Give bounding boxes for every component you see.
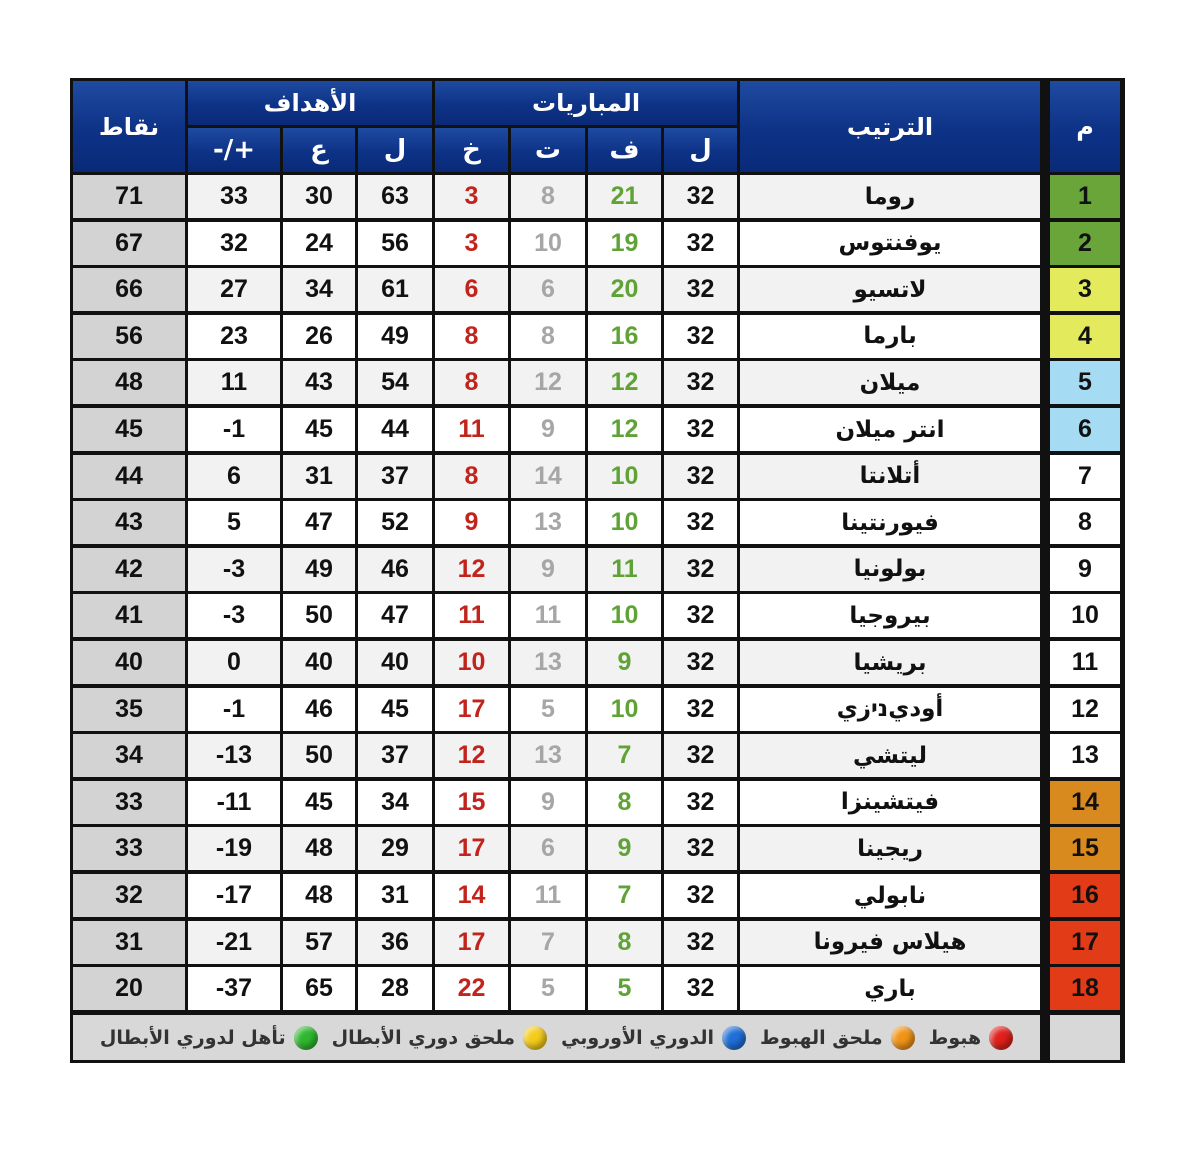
played-cell: 32	[664, 781, 737, 824]
drawn-cell: 14	[511, 455, 585, 498]
drawn-cell: 13	[511, 501, 585, 544]
goals-against-cell: 30	[283, 175, 355, 218]
lost-cell: 6	[435, 268, 508, 311]
points-cell: 45	[73, 408, 185, 451]
goals-against-cell: 45	[283, 781, 355, 824]
goal-diff-cell: 11	[188, 361, 280, 404]
goals-for-cell: 46	[358, 548, 432, 591]
goals-for-cell: 37	[358, 734, 432, 777]
goals-against-cell: 65	[283, 967, 355, 1010]
points-cell: 33	[73, 827, 185, 870]
goal-diff-cell: 23	[188, 315, 280, 358]
goal-diff-cell: -1	[188, 408, 280, 451]
goal-diff-cell: -37	[188, 967, 280, 1010]
won-cell: 19	[588, 222, 661, 265]
table-row	[73, 455, 1040, 498]
team-name-cell: انتر ميلان	[740, 408, 1040, 451]
goals-for-cell: 29	[358, 827, 432, 870]
lost-cell: 22	[435, 967, 508, 1010]
won-cell: 11	[588, 548, 661, 591]
lost-cell: 14	[435, 874, 508, 917]
points-cell: 32	[73, 874, 185, 917]
played-cell: 32	[664, 548, 737, 591]
drawn-cell: 5	[511, 967, 585, 1010]
goal-diff-cell: -17	[188, 874, 280, 917]
rank-cell: 16	[1050, 874, 1120, 917]
goals-against-cell: 31	[283, 455, 355, 498]
lost-cell: 11	[435, 594, 508, 637]
table-row	[73, 967, 1040, 1010]
goals-against-cell: 46	[283, 688, 355, 731]
points-cell: 56	[73, 315, 185, 358]
goal-diff-cell: -3	[188, 594, 280, 637]
won-cell: 7	[588, 734, 661, 777]
header-goals-for: ل	[358, 128, 432, 172]
rank-cell: 6	[1050, 408, 1120, 451]
played-cell: 32	[664, 455, 737, 498]
team-name-cell: أتلانتا	[740, 455, 1040, 498]
played-cell: 32	[664, 641, 737, 684]
drawn-cell: 9	[511, 548, 585, 591]
goal-diff-cell: -13	[188, 734, 280, 777]
team-name-cell: أوديניزي	[740, 688, 1040, 731]
goals-for-cell: 47	[358, 594, 432, 637]
table-row	[73, 641, 1040, 684]
played-cell: 32	[664, 268, 737, 311]
won-cell: 10	[588, 688, 661, 731]
legend-label: ملحق دوري الأبطال	[331, 1026, 516, 1049]
header-goal-diff: -/+	[188, 128, 280, 172]
lost-cell: 3	[435, 222, 508, 265]
drawn-cell: 11	[511, 594, 585, 637]
rank-cell: 3	[1050, 268, 1120, 311]
lost-cell: 9	[435, 501, 508, 544]
drawn-cell: 5	[511, 688, 585, 731]
played-cell: 32	[664, 688, 737, 731]
rank-cell: 18	[1050, 967, 1120, 1010]
goals-against-cell: 48	[283, 827, 355, 870]
header-lost: خ	[435, 128, 508, 172]
goal-diff-cell: 5	[188, 501, 280, 544]
lost-cell: 8	[435, 455, 508, 498]
header-rank: م	[1050, 81, 1120, 172]
goal-diff-cell: 6	[188, 455, 280, 498]
team-name-cell: ميلان	[740, 361, 1040, 404]
rank-cell: 12	[1050, 688, 1120, 731]
header-drawn: ت	[511, 128, 585, 172]
goal-diff-cell: -21	[188, 921, 280, 964]
drawn-cell: 6	[511, 827, 585, 870]
legend-label: هبوط	[928, 1026, 982, 1049]
played-cell: 32	[664, 874, 737, 917]
goal-diff-cell: -11	[188, 781, 280, 824]
goals-against-cell: 50	[283, 734, 355, 777]
played-cell: 32	[664, 408, 737, 451]
lost-cell: 17	[435, 827, 508, 870]
legend-item	[561, 1026, 746, 1050]
legend-label: تأهل لدوري الأبطال	[99, 1026, 286, 1049]
lost-cell: 8	[435, 315, 508, 358]
goals-for-cell: 37	[358, 455, 432, 498]
goals-for-cell: 36	[358, 921, 432, 964]
goals-for-cell: 45	[358, 688, 432, 731]
team-name-cell: ليتشي	[740, 734, 1040, 777]
team-name-cell: هيلاس فيرونا	[740, 921, 1040, 964]
goal-diff-cell: 0	[188, 641, 280, 684]
goals-against-cell: 47	[283, 501, 355, 544]
goals-for-cell: 49	[358, 315, 432, 358]
lost-cell: 3	[435, 175, 508, 218]
lost-cell: 8	[435, 361, 508, 404]
rank-cell: 17	[1050, 921, 1120, 964]
played-cell: 32	[664, 315, 737, 358]
lost-cell: 12	[435, 548, 508, 591]
points-cell: 35	[73, 688, 185, 731]
points-cell: 67	[73, 222, 185, 265]
header-goals-group: الأهداف	[188, 81, 432, 125]
rank-cell: 14	[1050, 781, 1120, 824]
table-row	[73, 781, 1040, 824]
blue-dot-icon	[722, 1026, 746, 1050]
legend-item	[332, 1026, 547, 1050]
goals-for-cell: 52	[358, 501, 432, 544]
table-row	[73, 548, 1040, 591]
team-name-cell: فيتشينزا	[740, 781, 1040, 824]
table-row	[73, 921, 1040, 964]
won-cell: 5	[588, 967, 661, 1010]
legend-label: ملحق الهبوط	[760, 1026, 883, 1049]
won-cell: 20	[588, 268, 661, 311]
table-row	[73, 827, 1040, 870]
played-cell: 32	[664, 175, 737, 218]
played-cell: 32	[664, 827, 737, 870]
lost-cell: 10	[435, 641, 508, 684]
rank-cell: 10	[1050, 594, 1120, 637]
drawn-cell: 8	[511, 175, 585, 218]
table-row	[73, 874, 1040, 917]
table-row	[73, 594, 1040, 637]
lost-cell: 11	[435, 408, 508, 451]
legend-item	[100, 1026, 318, 1050]
green-dot-icon	[294, 1026, 318, 1050]
points-cell: 41	[73, 594, 185, 637]
team-name-cell: فيورنتينا	[740, 501, 1040, 544]
goals-against-cell: 26	[283, 315, 355, 358]
goals-against-cell: 50	[283, 594, 355, 637]
header-won: ف	[588, 128, 661, 172]
won-cell: 16	[588, 315, 661, 358]
goal-diff-cell: 33	[188, 175, 280, 218]
goals-for-cell: 40	[358, 641, 432, 684]
team-name-cell: بريشيا	[740, 641, 1040, 684]
team-name-cell: ريجينا	[740, 827, 1040, 870]
points-cell: 20	[73, 967, 185, 1010]
red-dot-icon	[989, 1026, 1013, 1050]
played-cell: 32	[664, 594, 737, 637]
yellow-dot-icon	[523, 1026, 547, 1050]
lost-cell: 12	[435, 734, 508, 777]
goals-against-cell: 34	[283, 268, 355, 311]
drawn-cell: 12	[511, 361, 585, 404]
goals-against-cell: 43	[283, 361, 355, 404]
goals-for-cell: 61	[358, 268, 432, 311]
drawn-cell: 10	[511, 222, 585, 265]
team-name-cell: باري	[740, 967, 1040, 1010]
drawn-cell: 7	[511, 921, 585, 964]
rank-cell: 4	[1050, 315, 1120, 358]
rank-legend-spacer	[1050, 1015, 1120, 1060]
points-cell: 43	[73, 501, 185, 544]
points-cell: 34	[73, 734, 185, 777]
header-played: ل	[664, 128, 737, 172]
points-cell: 31	[73, 921, 185, 964]
won-cell: 8	[588, 781, 661, 824]
goals-against-cell: 57	[283, 921, 355, 964]
team-name-cell: نابولي	[740, 874, 1040, 917]
goal-diff-cell: 32	[188, 222, 280, 265]
team-name-cell: بيروجيا	[740, 594, 1040, 637]
goal-diff-cell: -19	[188, 827, 280, 870]
table-row	[73, 315, 1040, 358]
won-cell: 7	[588, 874, 661, 917]
legend-bar	[73, 1015, 1040, 1060]
orange-dot-icon	[891, 1026, 915, 1050]
played-cell: 32	[664, 734, 737, 777]
won-cell: 10	[588, 594, 661, 637]
goals-against-cell: 40	[283, 641, 355, 684]
won-cell: 9	[588, 827, 661, 870]
header-points: نقاط	[73, 81, 185, 172]
goals-for-cell: 54	[358, 361, 432, 404]
goal-diff-cell: -3	[188, 548, 280, 591]
rank-cell: 9	[1050, 548, 1120, 591]
points-cell: 40	[73, 641, 185, 684]
won-cell: 21	[588, 175, 661, 218]
won-cell: 8	[588, 921, 661, 964]
goals-against-cell: 48	[283, 874, 355, 917]
team-name-cell: لاتسيو	[740, 268, 1040, 311]
rank-column	[1045, 78, 1125, 1063]
played-cell: 32	[664, 361, 737, 404]
played-cell: 32	[664, 967, 737, 1010]
rank-cell: 2	[1050, 222, 1120, 265]
points-cell: 42	[73, 548, 185, 591]
points-cell: 71	[73, 175, 185, 218]
goals-for-cell: 63	[358, 175, 432, 218]
drawn-cell: 6	[511, 268, 585, 311]
rank-cell: 1	[1050, 175, 1120, 218]
goals-for-cell: 56	[358, 222, 432, 265]
played-cell: 32	[664, 222, 737, 265]
points-cell: 48	[73, 361, 185, 404]
goals-against-cell: 45	[283, 408, 355, 451]
drawn-cell: 9	[511, 408, 585, 451]
rank-cell: 11	[1050, 641, 1120, 684]
table-row	[73, 175, 1040, 218]
table-row	[73, 361, 1040, 404]
lost-cell: 17	[435, 688, 508, 731]
rank-cell: 5	[1050, 361, 1120, 404]
table-row	[73, 408, 1040, 451]
points-cell: 33	[73, 781, 185, 824]
won-cell: 12	[588, 361, 661, 404]
table-row	[73, 501, 1040, 544]
goals-against-cell: 24	[283, 222, 355, 265]
header-goals-against: ع	[283, 128, 355, 172]
drawn-cell: 8	[511, 315, 585, 358]
goal-diff-cell: -1	[188, 688, 280, 731]
rank-cell: 7	[1050, 455, 1120, 498]
team-name-cell: بارما	[740, 315, 1040, 358]
rank-cell: 8	[1050, 501, 1120, 544]
lost-cell: 17	[435, 921, 508, 964]
won-cell: 9	[588, 641, 661, 684]
rank-cell: 15	[1050, 827, 1120, 870]
legend-item	[760, 1026, 915, 1050]
legend-item	[929, 1026, 1014, 1050]
won-cell: 10	[588, 455, 661, 498]
lost-cell: 15	[435, 781, 508, 824]
drawn-cell: 13	[511, 641, 585, 684]
header-matches-group: المباريات	[435, 81, 737, 125]
goal-diff-cell: 27	[188, 268, 280, 311]
goals-against-cell: 49	[283, 548, 355, 591]
points-cell: 44	[73, 455, 185, 498]
team-name-cell: روما	[740, 175, 1040, 218]
header-team: الترتيب	[740, 81, 1040, 172]
goals-for-cell: 44	[358, 408, 432, 451]
played-cell: 32	[664, 921, 737, 964]
team-name-cell: يوفنتوس	[740, 222, 1040, 265]
team-name-cell: بولونيا	[740, 548, 1040, 591]
rank-cell: 13	[1050, 734, 1120, 777]
table-row	[73, 734, 1040, 777]
table-row	[73, 222, 1040, 265]
won-cell: 10	[588, 501, 661, 544]
goals-for-cell: 34	[358, 781, 432, 824]
goals-for-cell: 28	[358, 967, 432, 1010]
points-cell: 66	[73, 268, 185, 311]
played-cell: 32	[664, 501, 737, 544]
table-row	[73, 688, 1040, 731]
legend-label: الدوري الأوروبي	[561, 1026, 715, 1049]
drawn-cell: 9	[511, 781, 585, 824]
standings-table	[70, 78, 1045, 1063]
goals-for-cell: 31	[358, 874, 432, 917]
table-row	[73, 268, 1040, 311]
won-cell: 12	[588, 408, 661, 451]
drawn-cell: 11	[511, 874, 585, 917]
drawn-cell: 13	[511, 734, 585, 777]
